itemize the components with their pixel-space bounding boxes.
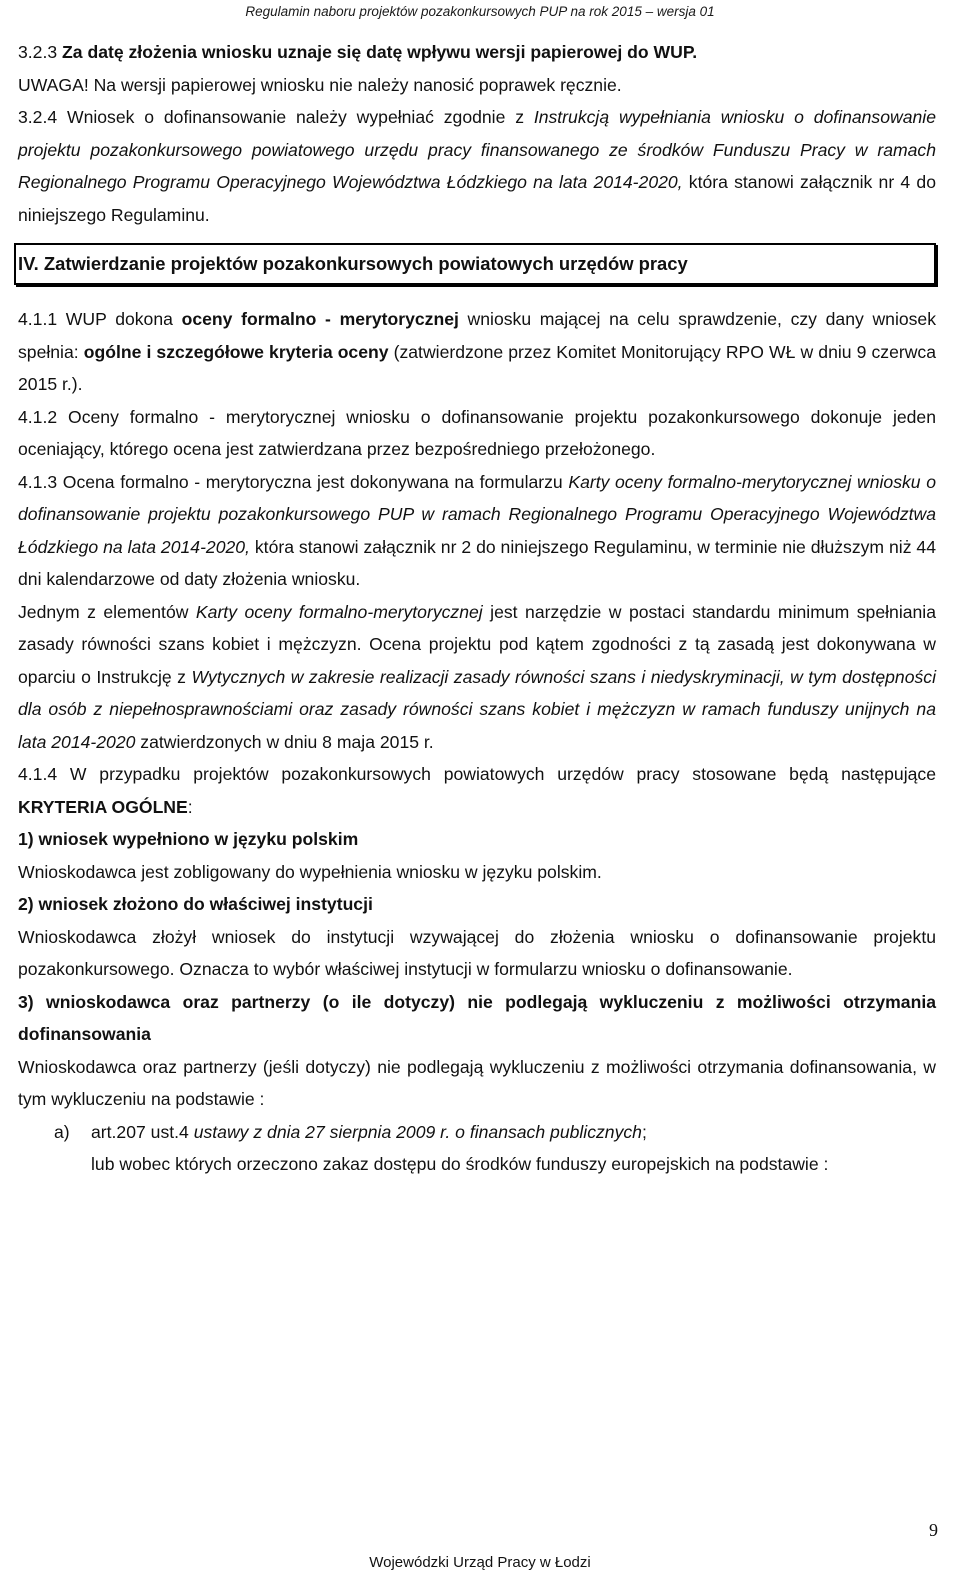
list-item-line-1 xyxy=(91,1116,936,1149)
text-segment: art.207 ust.4 xyxy=(91,1121,194,1142)
act-title: o finansach publicznych xyxy=(455,1121,642,1142)
paragraph-3-2-3 xyxy=(18,36,936,69)
list-marker: a) xyxy=(54,1121,70,1142)
page-number: 9 xyxy=(929,1520,938,1540)
text-segment: 4.1.4 W przypadku projektów pozakonkursowych powiatowych urzędów pracy stosowane będą następujące xyxy=(18,764,936,784)
paragraph-number: 3.2.3 xyxy=(18,42,63,62)
bold-term: KRYTERIA OGÓLNE xyxy=(18,796,188,817)
text-segment: 4.1.3 Ocena formalno - merytoryczna jest dokonywana na formularzu xyxy=(18,471,569,492)
page-footer: Wojewódzki Urząd Pracy w Łodzi xyxy=(369,1554,591,1571)
warning-text: Na wersji papierowej wniosku nie należy nanosić poprawek ręcznie. xyxy=(88,74,622,95)
text-segment: : xyxy=(187,796,193,817)
text-segment: jest narzędzie w postaci standardu minimum spełniania zasady równości szans kobiet i mężczyzn. Ocena projektu pod kątem zgodności z tą zasadą jest dokonywana w oparciu o Instrukcję z xyxy=(18,601,936,687)
paragraph-equality-standard xyxy=(18,596,936,759)
list-item-line-2: lub wobec których orzeczono zakaz dostępu do środków funduszy europejskich na podstawie : xyxy=(91,1154,829,1174)
paragraph-4-1-3 xyxy=(18,466,936,596)
paragraph-4-1-4 xyxy=(18,758,936,823)
text-segment: Wniosek o dofinansowanie należy wypełniać zgodnie z xyxy=(57,107,534,127)
running-header: Regulamin naboru projektów pozakonkursowych PUP na rok 2015 – wersja 01 xyxy=(245,4,715,19)
criterion-1-text: Wnioskodawca jest zobligowany do wypełnienia wniosku w języku polskim. xyxy=(18,861,602,882)
paragraph-number: 3.2.4 xyxy=(18,107,58,127)
paragraph-3-2-4 xyxy=(18,101,936,231)
criterion-1-title: 1) wniosek wypełniono w języku polskim xyxy=(18,829,359,849)
document-body xyxy=(18,36,936,1181)
text-segment: ; xyxy=(641,1121,647,1142)
text-segment: wniosku mającej na celu sprawdzenie, czy dany wniosek spełnia: xyxy=(18,309,937,362)
text-segment: która stanowi załącznik nr 4 do niniejszego Regulaminu. xyxy=(18,172,936,225)
paragraph-4-1-1 xyxy=(18,303,936,401)
criterion-3-text: Wnioskodawca oraz partnerzy (jeśli dotyczy) nie podlegają wykluczeniu z możliwości otrzymania dofinansowania, w tym wykluczeniu na podstawie : xyxy=(18,1056,936,1109)
guidelines-title: Wytycznych w zakresie realizacji zasady równości szans i niedyskryminacji, w tym dostępności dla osób z niepełnosprawnościami oraz zasady równości szans kobiet i mężczyzn w ramach funduszy unijnych na lata 2014-2020 xyxy=(18,666,936,752)
text-segment: która stanowi załącznik nr 2 do niniejszego Regulaminu, w terminie nie dłuższym niż 44 dni kalendarzowe od daty złożenia wniosku. xyxy=(18,536,936,589)
text-segment: Jednym z elementów xyxy=(18,601,196,622)
paragraph-4-1-2: 4.1.2 Oceny formalno - merytorycznej wniosku o dofinansowanie projektu pozakonkursowego dokonuje jeden oceniający, którego ocena jest zatwierdzana przez bezpośredniego przełożonego. xyxy=(18,406,936,459)
bold-term: oceny formalno - merytorycznej xyxy=(181,309,459,329)
warning-note xyxy=(18,69,936,102)
text-segment: (zatwierdzone przez Komitet Monitorujący RPO WŁ w dniu 9 czerwca 2015 r.). xyxy=(18,341,937,394)
section-heading: IV. Zatwierdzanie projektów pozakonkursowych powiatowych urzędów pracy xyxy=(14,243,936,285)
warning-label: UWAGA! xyxy=(18,74,89,95)
criterion-2-title: 2) wniosek złożono do właściwej instytucji xyxy=(18,894,373,914)
text-segment: zatwierdzonych w dniu 8 maja 2015 r. xyxy=(135,731,434,752)
criterion-3-title: 3) wnioskodawca oraz partnerzy (o ile dotyczy) nie podlegają wykluczeniu z możliwości otrzymania dofinansowania xyxy=(18,991,936,1044)
act-reference: ustawy z dnia 27 sierpnia 2009 r. xyxy=(193,1121,451,1142)
criterion-2-text: Wnioskodawca złożył wniosek do instytucji wzywającej do złożenia wniosku o dofinansowanie projektu pozakonkursowego. Oznacza to wybór właściwej instytucji w formularzu wniosku o dofinansowanie. xyxy=(18,926,936,979)
list-item-a xyxy=(18,1116,936,1181)
form-title: Karty oceny formalno-merytorycznej xyxy=(195,601,483,622)
form-title: Karty oceny formalno-merytorycznej wniosku o dofinansowanie projektu pozakonkursowego PUP w ramach Regionalnego Programu Operacyjnego Województwa Łódzkiego na lata 2014-2020, xyxy=(18,471,936,557)
instruction-title: Instrukcją wypełniania wniosku o dofinansowanie projektu pozakonkursowego powiatowego urzędu pracy finansowanego ze środków Funduszu Pracy w ramach Regionalnego Programu Operacyjnego Województwa Łódzkiego na lata 2014-2020, xyxy=(18,107,936,192)
paragraph-text: Za datę złożenia wniosku uznaje się datę wpływu wersji papierowej do WUP. xyxy=(62,42,698,62)
text-segment: 4.1.1 WUP dokona xyxy=(18,309,182,329)
bold-term: ogólne i szczegółowe kryteria oceny xyxy=(83,341,389,362)
